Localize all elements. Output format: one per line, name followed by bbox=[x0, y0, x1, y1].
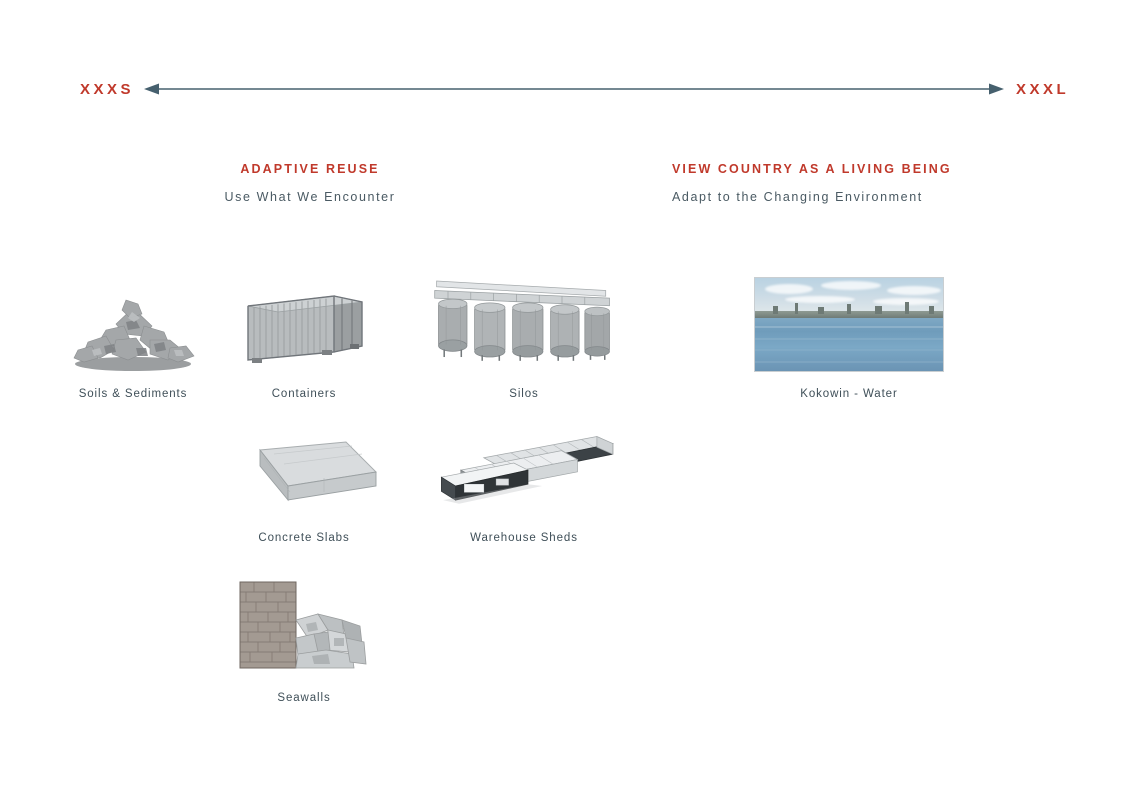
water-landscape-photo bbox=[754, 262, 944, 372]
list-item bbox=[429, 406, 619, 544]
seawall-rocks-icon bbox=[209, 566, 399, 676]
warehouse-shed-icon bbox=[429, 406, 619, 516]
column-title: VIEW COUNTRY AS A LIVING BEING bbox=[672, 162, 952, 176]
shipping-container-icon bbox=[209, 262, 399, 372]
list-item bbox=[209, 406, 399, 544]
column-title: ADAPTIVE REUSE bbox=[240, 162, 380, 176]
list-item bbox=[209, 262, 399, 400]
item-caption: Silos bbox=[509, 388, 539, 400]
axis-label-max: XXXL bbox=[1016, 80, 1070, 98]
item-caption: Soils & Sediments bbox=[78, 388, 188, 400]
column-heading-adaptive-reuse bbox=[130, 162, 490, 204]
soil-pile-icon bbox=[38, 262, 228, 372]
item-caption: Concrete Slabs bbox=[258, 532, 350, 544]
column-subtitle: Adapt to the Changing Environment bbox=[672, 190, 923, 204]
column-heading-view-country bbox=[672, 162, 1132, 204]
item-caption: Kokowin - Water bbox=[800, 388, 898, 400]
scale-axis bbox=[80, 74, 1070, 104]
item-caption: Warehouse Sheds bbox=[470, 532, 578, 544]
concrete-slab-icon bbox=[209, 406, 399, 516]
item-caption: Containers bbox=[271, 388, 337, 400]
item-caption: Seawalls bbox=[277, 692, 331, 704]
axis-arrow-line bbox=[144, 79, 1004, 99]
list-item bbox=[38, 262, 228, 400]
list-item bbox=[754, 262, 944, 400]
list-item bbox=[429, 262, 619, 400]
list-item bbox=[209, 566, 399, 704]
axis-label-min: XXXS bbox=[80, 80, 135, 98]
grain-silos-icon bbox=[429, 262, 619, 372]
column-subtitle: Use What We Encounter bbox=[224, 190, 396, 204]
